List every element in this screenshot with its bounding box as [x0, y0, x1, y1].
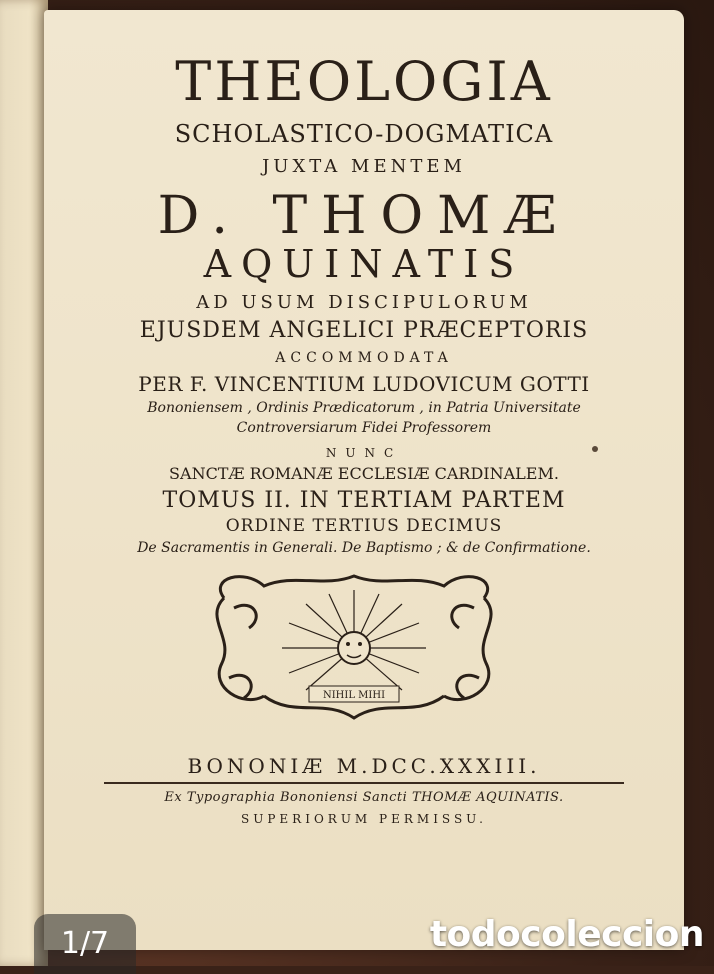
typographia-line: Ex Typographia Bononiensi Sancti THOMÆ AQUINATIS.: [164, 790, 564, 805]
ordine-line: ORDINE TERTIUS DECIMUS: [225, 516, 503, 536]
sanctae-line: SANCTÆ ROMANÆ ECCLESIÆ CARDINALEM.: [169, 464, 559, 483]
site-watermark: todocoleccion: [429, 914, 704, 955]
facing-page-edge: [0, 0, 48, 966]
sun-emblem-icon: [204, 568, 504, 728]
superiorum-line: SUPERIORUM PERMISSU.: [241, 812, 487, 826]
de-sacramentis-line: De Sacramentis in Generali. De Baptismo ; & de Confirmatione.: [137, 540, 591, 556]
emblem-motto: NIHIL MIHI: [322, 690, 386, 701]
per-line: PER F. VINCENTIUM LUDOVICUM GOTTI: [138, 372, 590, 396]
controversiarum-line: Controversiarum Fidei Professorem: [236, 420, 492, 436]
book-subtitle: SCHOLASTICO-DOGMATICA: [174, 120, 554, 148]
accommodata-line: ACCOMMODATA: [275, 350, 453, 366]
imprint-place-date: BONONIÆ M.DCC.XXXIII.: [187, 754, 541, 778]
bononiensem-line: Bononiensem , Ordinis Prædicatorum , in Patria Universitate: [147, 400, 581, 416]
divider-rule: [104, 782, 624, 784]
author-line: D. THOMÆ: [157, 186, 571, 246]
ad-usum-line: AD USUM DISCIPULORUM: [196, 292, 532, 313]
image-counter: 1/7: [34, 914, 136, 974]
ejusdem-line: EJUSDEM ANGELICI PRÆCEPTORIS: [139, 318, 589, 343]
nunc-line: NUNC: [325, 446, 403, 460]
juxta-line: JUXTA MENTEM: [262, 156, 466, 177]
aquinatis-line: AQUINATIS: [203, 242, 525, 286]
tomus-line: TOMUS II. IN TERTIAM PARTEM: [162, 488, 566, 513]
title-page: [44, 10, 684, 950]
ink-speck: [592, 446, 598, 452]
book-title: THEOLOGIA: [175, 50, 553, 113]
